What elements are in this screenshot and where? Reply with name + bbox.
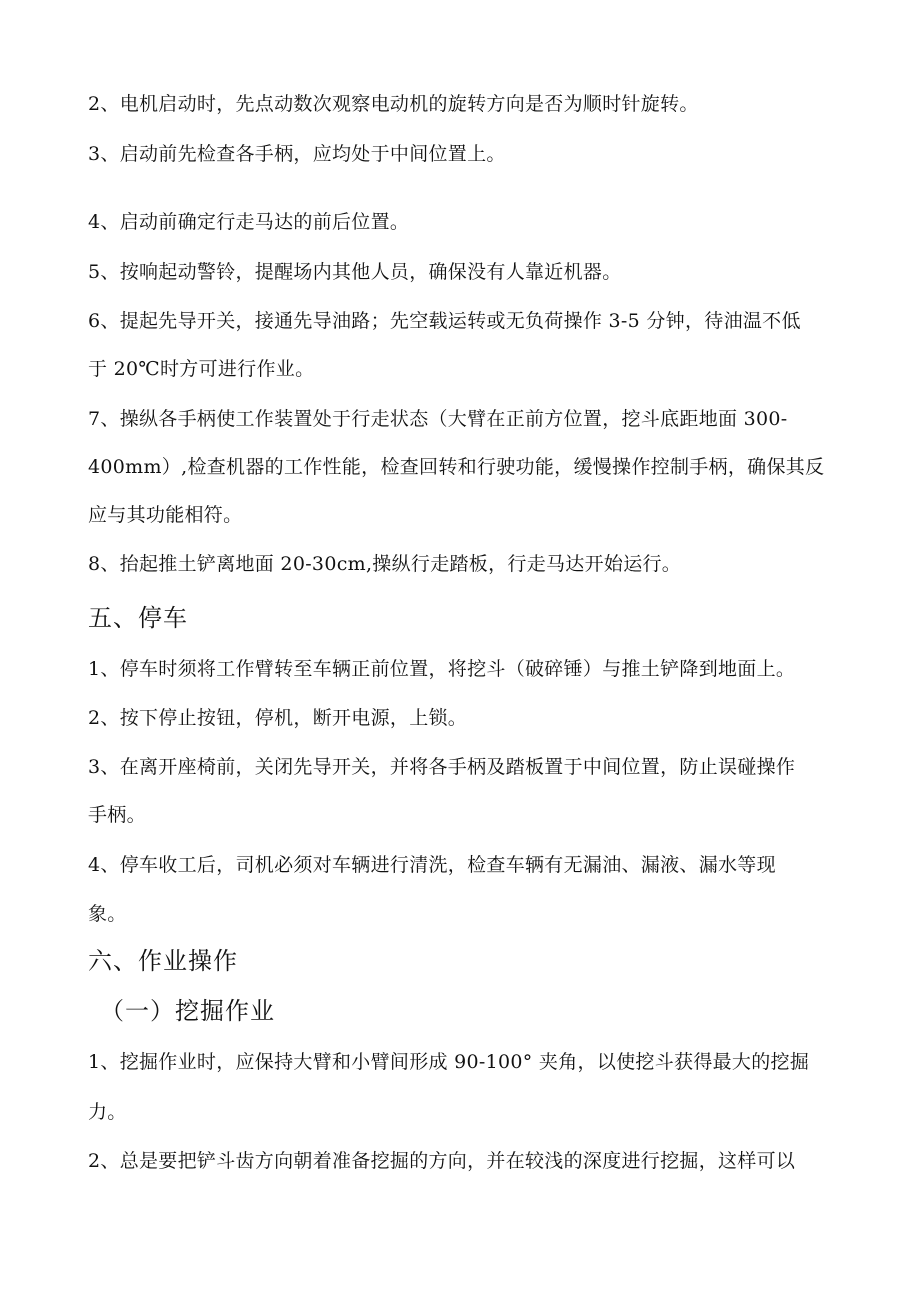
stop-step-2: 2、按下停止按钮，停机，断开电源，上锁。 [88, 707, 468, 729]
paragraph-step-5: 5、按响起动警铃，提醒场内其他人员，确保没有人靠近机器。 [88, 261, 622, 283]
paragraph-step-3: 3、启动前先检查各手柄，应均处于中间位置上。 [88, 143, 506, 165]
stop-step-3-line-2: 手柄。 [88, 804, 146, 826]
paragraph-step-4: 4、启动前确定行走马达的前后位置。 [88, 211, 410, 233]
section-heading-operation: 六、作业操作 [88, 947, 238, 975]
paragraph-step-7-line-3: 应与其功能相符。 [88, 504, 243, 526]
stop-step-4-line-1: 4、停车收工后，司机必须对车辆进行清洗，检查车辆有无漏油、漏液、漏水等现 [88, 854, 776, 876]
excavation-step-1-line-2: 力。 [88, 1101, 127, 1123]
stop-step-3-line-1: 3、在离开座椅前，关闭先导开关，并将各手柄及踏板置于中间位置，防止误碰操作 [88, 756, 796, 778]
stop-step-4-line-2: 象。 [88, 903, 127, 925]
excavation-step-1-line-1: 1、挖掘作业时，应保持大臂和小臂间形成 90-100° 夹角，以使挖斗获得最大的挖掘 [88, 1051, 810, 1073]
paragraph-step-6-line-2: 于 20℃时方可进行作业。 [88, 358, 315, 380]
subsection-heading-excavation: （一）挖掘作业 [100, 997, 275, 1025]
excavation-step-2-line-1: 2、总是要把铲斗齿方向朝着准备挖掘的方向，并在较浅的深度进行挖掘，这样可以 [88, 1150, 796, 1172]
paragraph-step-7-line-1: 7、操纵各手柄使工作装置处于行走状态（大臂在正前方位置，挖斗底距地面 300- [88, 408, 788, 430]
paragraph-step-6-line-1: 6、提起先导开关，接通先导油路；先空载运转或无负荷操作 3-5 分钟，待油温不低 [88, 310, 801, 332]
paragraph-step-8: 8、抬起推土铲离地面 20-30cm,操纵行走踏板，行走马达开始运行。 [88, 553, 682, 575]
stop-step-1: 1、停车时须将工作臂转至车辆正前位置，将挖斗（破碎锤）与推土铲降到地面上。 [88, 658, 796, 680]
paragraph-step-2: 2、电机启动时，先点动数次观察电动机的旋转方向是否为顺时针旋转。 [88, 93, 699, 115]
paragraph-step-7-line-2: 400mm）,检查机器的工作性能，检查回转和行驶功能，缓慢操作控制手柄，确保其反 [88, 456, 825, 478]
section-heading-stop: 五、停车 [88, 604, 188, 632]
